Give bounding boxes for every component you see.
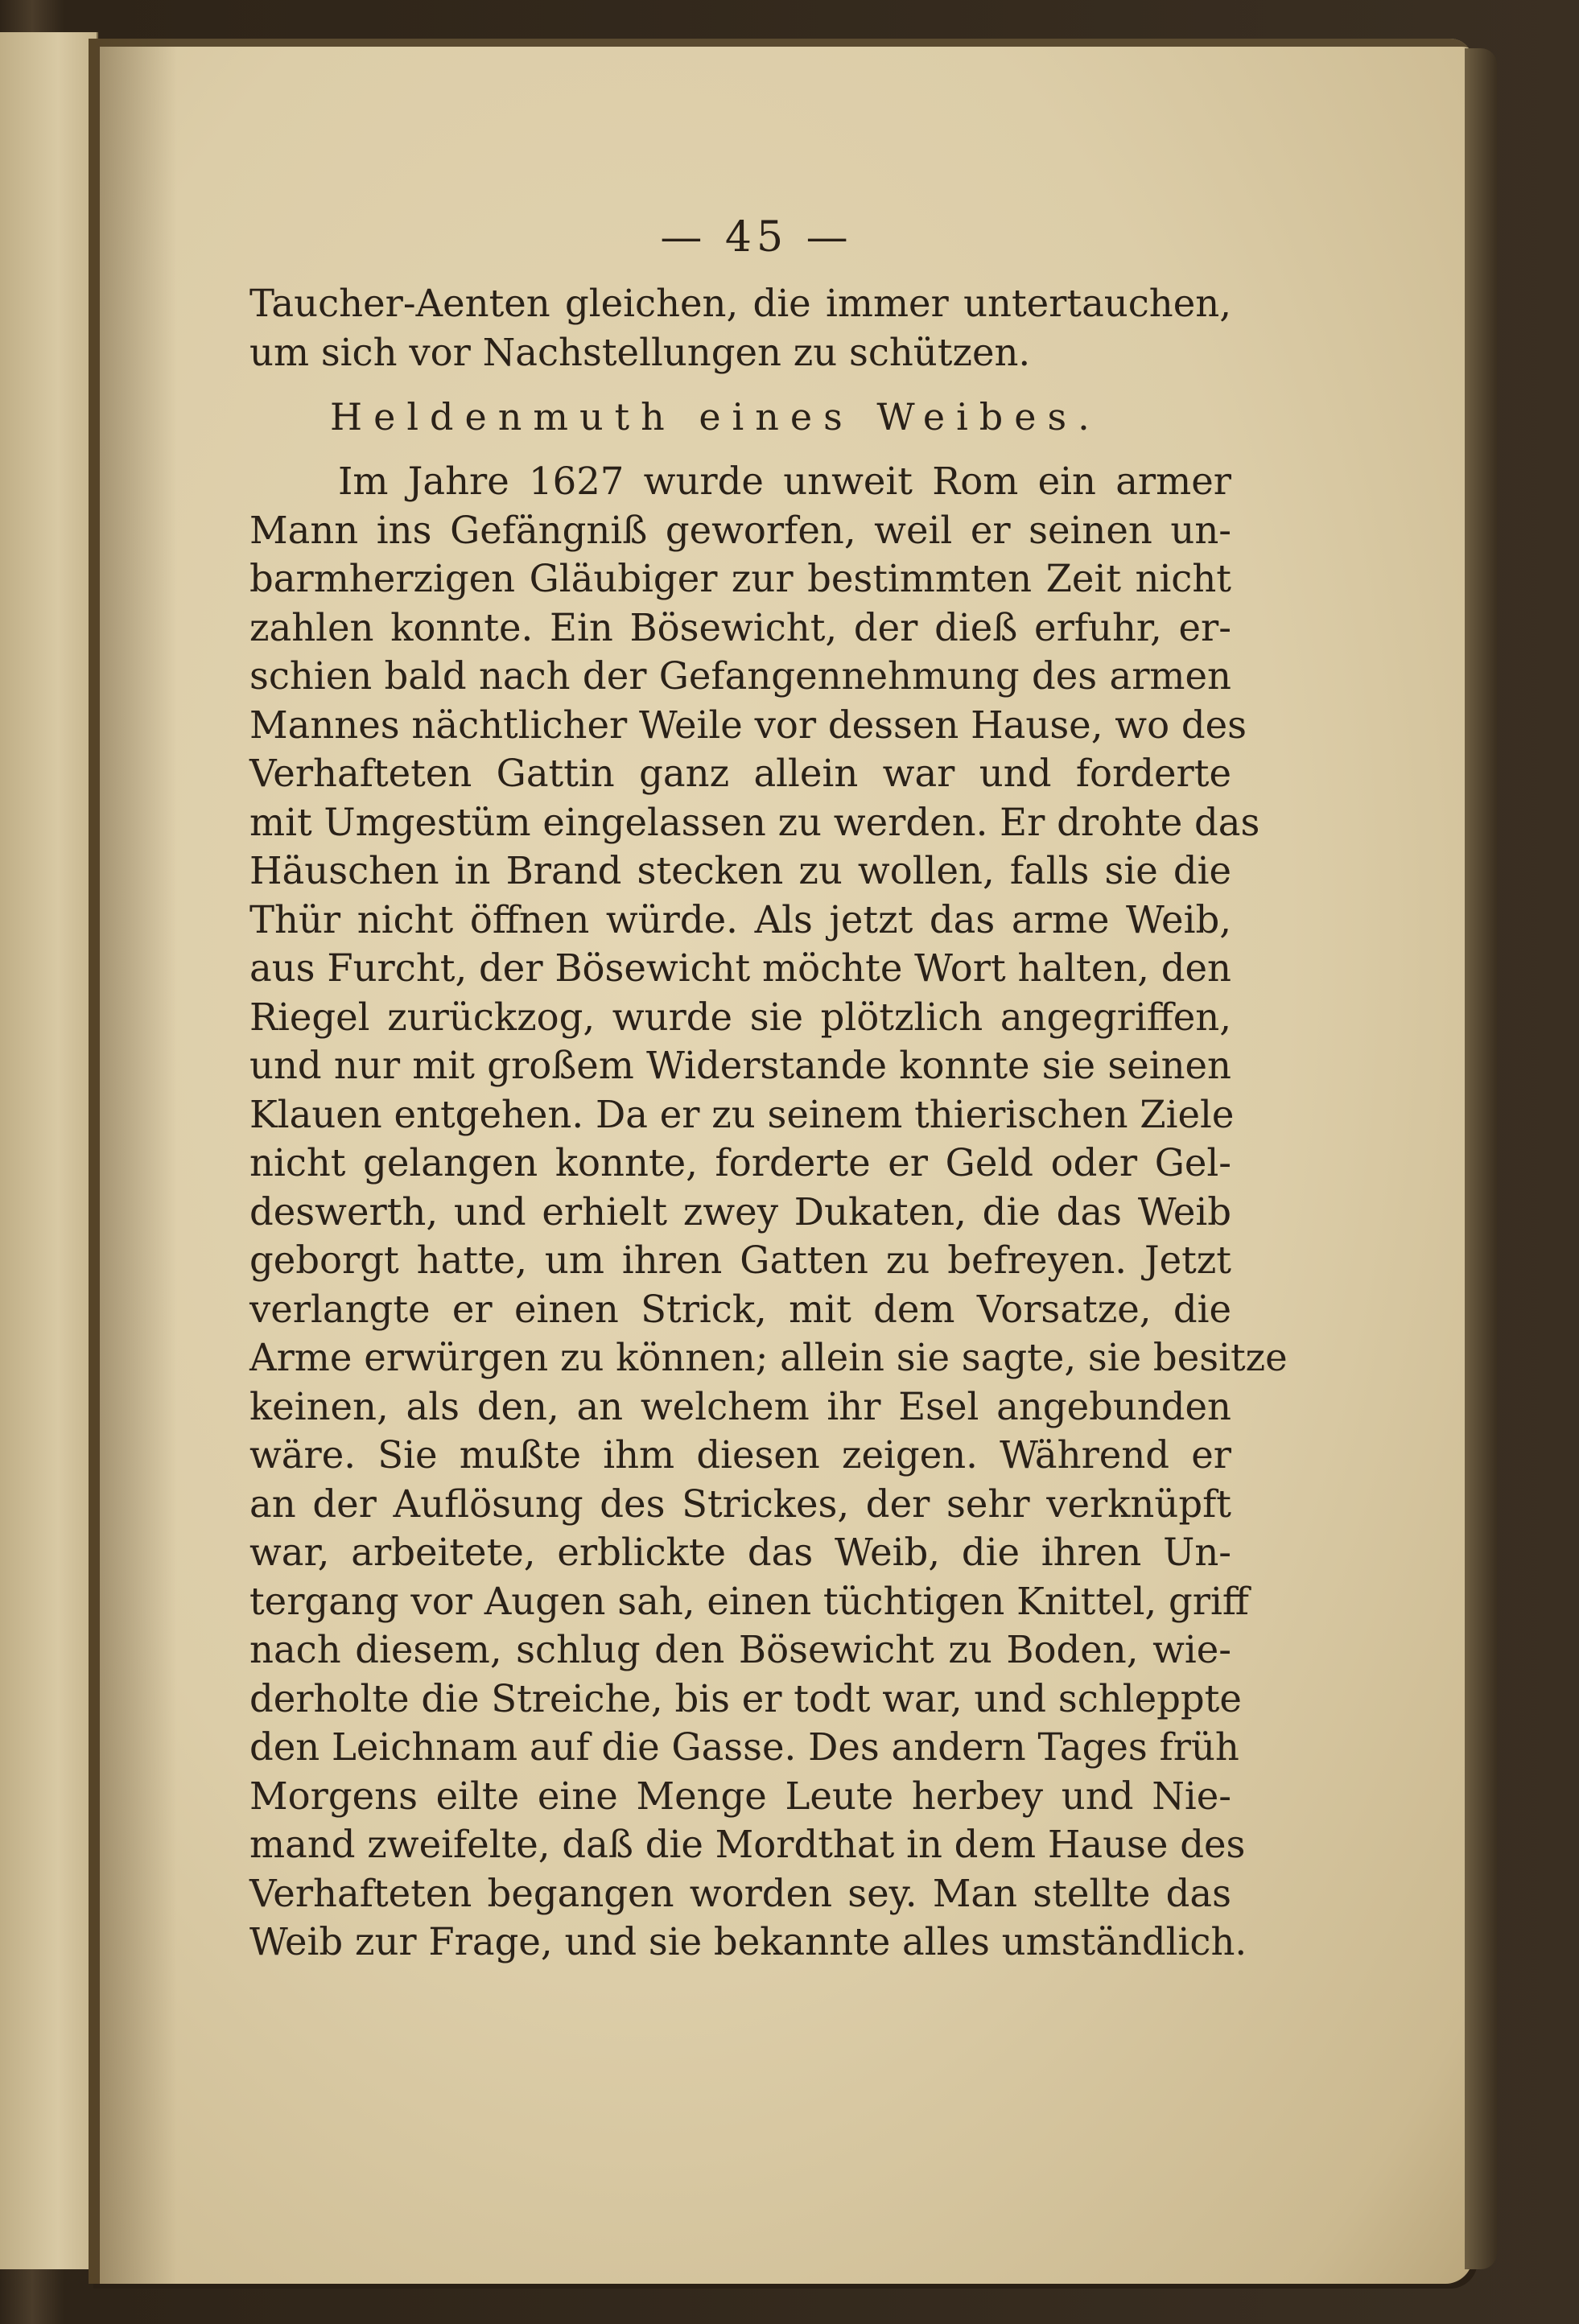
text-line: geborgt hatte, um ihren Gatten zu befreyen. Jetzt — [249, 1238, 1231, 1282]
text-line: Thür nicht öffnen würde. Als jetzt das arme Weib, — [249, 897, 1231, 942]
text-line: wäre. Sie mußte ihm diesen zeigen. Während er — [249, 1433, 1231, 1477]
text-line: um sich vor Nachstellungen zu schützen. — [249, 330, 1031, 374]
text-line: war, arbeitete, erblickte das Weib, die ihren Un- — [249, 1531, 1231, 1574]
text-line: barmherzigen Gläubiger zur bestimmten Zeit nicht — [249, 557, 1231, 600]
text-line: Im Jahre 1627 wurde unweit Rom ein armer — [338, 459, 1231, 503]
text-line: Riegel zurückzog, wurde sie plötzlich angegriffen, — [249, 995, 1231, 1039]
text-line: deswerth, und erhielt zwey Dukaten, die das Weib — [249, 1189, 1231, 1234]
text-line: Mann ins Gefängniß geworfen, weil er seinen un- — [249, 508, 1231, 552]
text-line: nicht gelangen konnte, forderte er Geld oder Gel- — [249, 1141, 1231, 1185]
text-line: Mannes nächtlicher Weile vor dessen Hause, wo des — [249, 703, 1247, 747]
text-line: Morgens eilte eine Menge Leute herbey und Nie- — [249, 1774, 1231, 1818]
page-number: — 45 — — [660, 213, 853, 262]
text-block — [249, 205, 1288, 1967]
text-line: an der Auflösung des Strickes, der sehr verknüpft — [249, 1481, 1231, 1526]
text-line: mand zweifelte, daß die Mordthat in dem Hause des — [249, 1823, 1246, 1866]
text-line: zahlen konnte. Ein Bösewicht, der dieß erfuhr, er- — [249, 605, 1231, 649]
text-line: Weib zur Frage, und sie bekannte alles umständlich. — [249, 1920, 1247, 1963]
text-line: den Leichnam auf die Gasse. Des andern Tages früh — [249, 1725, 1239, 1769]
facing-page-edge — [0, 32, 98, 2269]
gutter-shadow — [89, 39, 177, 2284]
text-line: aus Furcht, der Bösewicht möchte Wort halten, den — [249, 946, 1231, 990]
text-line: nach diesem, schlug den Bösewicht zu Boden, wie- — [249, 1628, 1231, 1671]
text-line: tergang vor Augen sah, einen tüchtigen Knittel, griff — [249, 1579, 1249, 1623]
section-heading: Heldenmuth eines Weibes. — [330, 395, 1101, 439]
text-line: und nur mit großem Widerstande konnte sie seinen — [249, 1044, 1231, 1087]
text-line: verlangte er einen Strick, mit dem Vorsatze, die — [249, 1287, 1231, 1331]
text-line: Verhafteten begangen worden sey. Man stellte das — [249, 1871, 1231, 1915]
text-line: Taucher-Aenten gleichen, die immer untertauchen, — [249, 282, 1231, 325]
text-line: Häuschen in Brand stecken zu wollen, falls sie die — [249, 849, 1231, 892]
text-line: keinen, als den, an welchem ihr Esel angebunden — [249, 1384, 1231, 1428]
page-edge — [1465, 48, 1497, 2269]
text-line: schien bald nach der Gefangennehmung des armen — [249, 654, 1231, 698]
text-line: Klauen entgehen. Da er zu seinem thierischen Ziele — [249, 1092, 1235, 1136]
text-line: Arme erwürgen zu können; allein sie sagte, sie besitze — [249, 1336, 1288, 1379]
body-paragraph — [249, 457, 1288, 1967]
text-line: Verhafteten Gattin ganz allein war und forderte — [249, 752, 1231, 795]
text-line: mit Umgestüm eingelassen zu werden. Er drohte das — [249, 800, 1260, 844]
intro-paragraph — [249, 279, 1231, 377]
text-line: derholte die Streiche, bis er todt war, und schleppte — [249, 1676, 1242, 1720]
